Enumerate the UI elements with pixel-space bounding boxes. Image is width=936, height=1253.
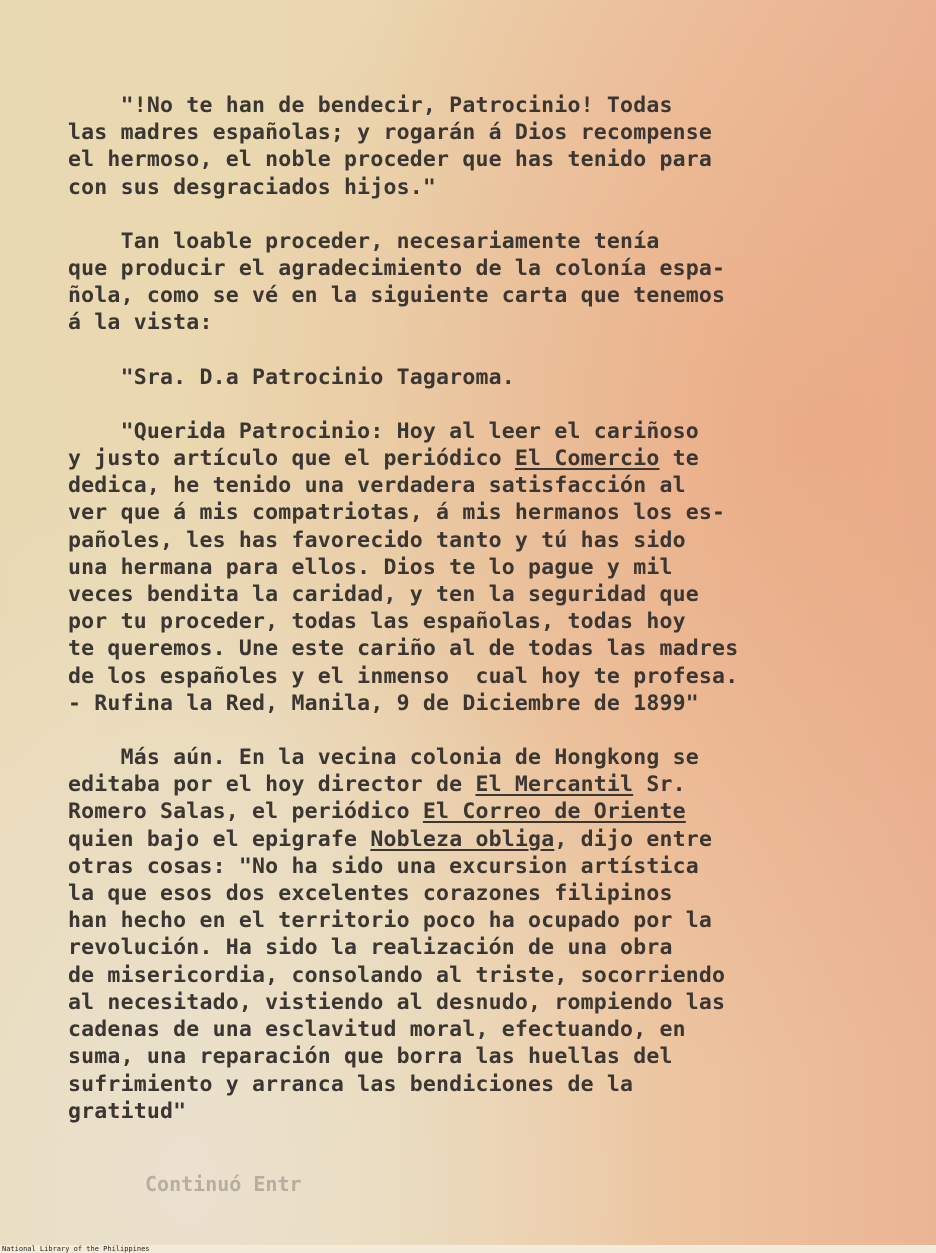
- text-line: gratitud": [68, 1098, 187, 1124]
- text-line: á la vista:: [68, 310, 213, 336]
- underlined-title: El Comercio: [514, 446, 660, 472]
- text-line: el hermoso, el noble proceder que has tenido para: [68, 147, 713, 173]
- text-line: - Rufina la Red, Manila, 9 de Diciembre de 1899": [68, 690, 699, 716]
- text-line: Romero Salas, el periódico El Correo de Oriente: [68, 799, 686, 825]
- text-line: y justo artículo que el periódico El Comercio te: [68, 446, 699, 472]
- paragraph-gap: [68, 201, 888, 228]
- faded-footer-note: Continuó Entr: [145, 1172, 302, 1196]
- text-line: han hecho en el territorio poco ha ocupado por la: [68, 908, 713, 934]
- text-line: una hermana para ellos. Dios te lo pague y mil: [68, 554, 673, 580]
- text-line: ñola, como se vé en la siguiente carta que tenemos: [68, 283, 726, 309]
- paragraph: [68, 92, 888, 201]
- underlined-title: El Correo de Oriente: [422, 799, 686, 825]
- text-line: de misericordia, consolando al triste, socorriendo: [68, 962, 726, 988]
- library-credit: National Library of the Philippines: [2, 1245, 150, 1253]
- text-line: con sus desgraciados hijos.": [68, 174, 437, 200]
- paragraph: [68, 228, 888, 337]
- paragraph: [68, 418, 888, 717]
- text-line: Tan loable proceder, necesariamente tenía: [68, 228, 660, 254]
- text-line: dedica, he tenido una verdadera satisfacción al: [68, 473, 686, 499]
- text-line: por tu proceder, todas las españolas, todas hoy: [68, 609, 686, 635]
- text-line: revolución. Ha sido la realización de una obra: [68, 935, 673, 961]
- paragraph: [68, 364, 888, 391]
- text-line: sufrimiento y arranca las bendiciones de la: [68, 1071, 634, 1097]
- text-line: que producir el agradecimiento de la colonía espa-: [68, 256, 726, 282]
- text-line: pañoles, les has favorecido tanto y tú has sido: [68, 527, 686, 553]
- text-line: veces bendita la caridad, y ten la seguridad que: [68, 582, 699, 608]
- text-line: "!No te han de bendecir, Patrocinio! Todas: [68, 93, 673, 118]
- text-line: otras cosas: "No ha sido una excursion artística: [68, 853, 699, 879]
- underlined-title: El Mercantil: [475, 772, 634, 798]
- text-line: ver que á mis compatriotas, á mis hermanos los es-: [68, 500, 726, 526]
- text-line: al necesitado, vistiendo al desnudo, rompiendo las: [68, 989, 726, 1015]
- text-line: las madres españolas; y rogarán á Dios recompense: [68, 120, 713, 146]
- underlined-title: Nobleza obliga: [370, 826, 555, 852]
- text-line: la que esos dos excelentes corazones filipinos: [68, 881, 673, 907]
- text-line: "Sra. D.a Patrocinio Tagaroma.: [68, 364, 515, 390]
- text-line: "Querida Patrocinio: Hoy al leer el cariñoso: [68, 418, 699, 444]
- text-line: editaba por el hoy director de El Mercantil Sr.: [68, 772, 686, 798]
- text-line: cadenas de una esclavitud moral, efectuando, en: [68, 1017, 686, 1043]
- paragraph-gap: [68, 391, 888, 418]
- paragraph: [68, 744, 888, 1125]
- document-body: [68, 92, 888, 1125]
- text-line: Más aún. En la vecina colonia de Hongkong se: [68, 745, 699, 771]
- paragraph-gap: [68, 337, 888, 364]
- paragraph-gap: [68, 717, 888, 744]
- text-line: suma, una reparación que borra las huellas del: [68, 1044, 673, 1070]
- text-line: quien bajo el epigrafe Nobleza obliga, dijo entre: [68, 826, 713, 852]
- text-line: de los españoles y el inmenso cual hoy te profesa.: [68, 663, 739, 689]
- text-line: te queremos. Une este cariño al de todas las madres: [68, 636, 739, 662]
